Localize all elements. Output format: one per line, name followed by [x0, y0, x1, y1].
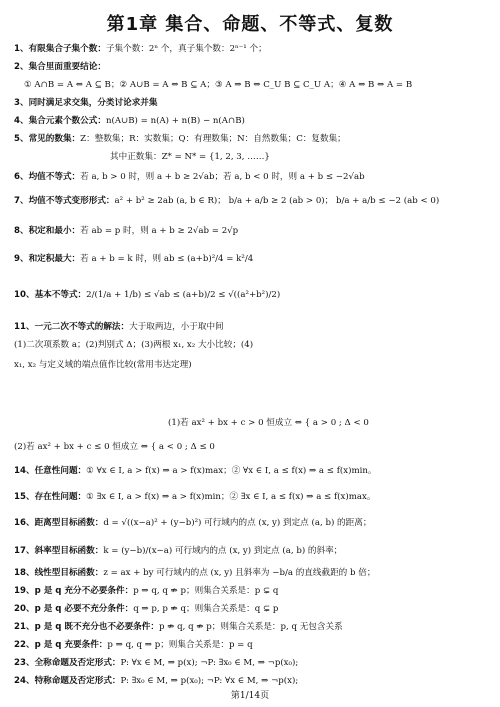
list-item: [14, 622, 492, 633]
item-body: ① ∃x ∈ I, a > f(x) ⇒ a > f(x)min；② ∃x ∈ I, a ≤ f(x) ⇒ a ≤ f(x)max。: [86, 492, 376, 502]
item-heading: 距离型目标函数：: [34, 518, 104, 528]
item-number: 2、: [14, 62, 29, 72]
item-heading: 基本不等式：: [34, 290, 87, 300]
item-body: 若 ab = p 时，则 a + b ≥ 2√ab = 2√p: [80, 226, 239, 236]
item-body: z = ax + by 可行域内的点 (x, y) 且斜率为 −b/a 的直线截距的 b 倍；: [103, 568, 376, 578]
item-heading: 斜率型目标函数：: [34, 546, 104, 556]
item-number: 5、: [14, 134, 29, 144]
item-number: 11、: [14, 322, 35, 332]
item-number: 19、: [14, 586, 35, 596]
item-body: k = (y−b)/(x−a) 可行域内的点 (x, y) 到定点 (a, b) 的斜率；: [103, 546, 343, 556]
item-heading: 集合里面重要结论：: [28, 62, 106, 72]
item-body: Z：整数集；R：实数集；Q：有理数集；N：自然数集；C：复数集；: [80, 134, 346, 144]
list-item: [14, 340, 492, 351]
item-number: 3、: [14, 98, 29, 108]
list-item: [14, 442, 492, 453]
item-body: q ⇒ p, p ⇏ q；则集合关系是：q ⊊ p: [133, 604, 279, 614]
item-number: 22、: [14, 640, 35, 650]
item-body: (1)若 ax² + bx + c > 0 恒成立 ⇔ { a > 0 ; Δ < 0: [168, 418, 369, 428]
item-heading: 线性型目标函数：: [34, 568, 104, 578]
item-body: 若 a + b = k 时，则 ab ≤ (a+b)²/4 = k²/4: [80, 254, 254, 264]
list-item: [14, 62, 492, 73]
list-item: [14, 322, 492, 333]
item-heading: 有限集合子集个数：: [28, 44, 106, 54]
list-item: [14, 134, 492, 145]
item-heading: 一元二次不等式的解法：: [34, 322, 130, 332]
item-number: 6、: [14, 172, 29, 182]
list-item: [14, 254, 492, 265]
item-body: (2)若 ax² + bx + c ≤ 0 恒成立 ⇔ { a < 0 ; Δ ≤ 0: [14, 442, 215, 452]
item-number: 16、: [14, 518, 35, 528]
item-body: P: ∃x₀ ∈ M, ⇒ p(x₀); ¬P: ∀x ∈ M, ⇒ ¬p(x);: [120, 676, 299, 686]
item-heading: p 是 q 充要条件：: [34, 640, 108, 650]
list-item: [14, 658, 492, 669]
list-item: [14, 44, 492, 55]
list-item: [14, 568, 492, 579]
list-item: [14, 546, 492, 557]
item-number: 1、: [14, 44, 29, 54]
list-item: [14, 360, 492, 371]
item-number: 17、: [14, 546, 35, 556]
item-number: 9、: [14, 254, 29, 264]
item-heading: p 是 q 充分不必要条件：: [34, 586, 134, 596]
list-item: [14, 172, 492, 183]
item-heading: 集合元素个数公式：: [28, 116, 106, 126]
item-body: p ⇏ q, q ⇏ p；则集合关系是：p, q 无包含关系: [158, 622, 343, 632]
item-heading: 特称命题及否定形式：: [34, 676, 121, 686]
item-body: 2/(1/a + 1/b) ≤ √ab ≤ (a+b)/2 ≤ √((a²+b²)/2): [86, 290, 281, 300]
page-number: 第1/14页: [230, 691, 270, 701]
list-item: [14, 586, 492, 597]
item-body: 若 a, b > 0 时，则 a + b ≥ 2√ab；若 a, b < 0 时，则 a + b ≤ −2√ab: [80, 172, 365, 182]
item-body: d = √((x−a)² + (y−b)²) 可行域内的点 (x, y) 到定点 (a, b) 的距离；: [103, 518, 372, 528]
item-body: p ⇒ q, q ⇏ p；则集合关系是：p ⊊ q: [133, 586, 279, 596]
list-item: [14, 290, 492, 301]
item-number: 10、: [14, 290, 35, 300]
item-body: 子集个数：2ⁿ 个，真子集个数：2ⁿ⁻¹ 个；: [105, 44, 267, 54]
item-number: 15、: [14, 492, 35, 502]
item-number: 14、: [14, 466, 35, 476]
item-number: 23、: [14, 658, 35, 668]
list-item: [24, 80, 500, 91]
item-body: 其中正数集：Z* = N* = {1, 2, 3, ……}: [110, 152, 270, 162]
list-item: [14, 640, 492, 651]
list-item: [14, 466, 492, 477]
list-item: [14, 226, 492, 237]
item-heading: 全称命题及否定形式：: [34, 658, 121, 668]
item-number: 7、: [14, 196, 29, 206]
list-item: [14, 676, 492, 687]
item-body: P: ∀x ∈ M, ⇒ p(x); ¬P: ∃x₀ ∈ M, ⇒ ¬p(x₀);: [120, 658, 299, 668]
list-item: [14, 604, 492, 615]
list-item: [168, 418, 500, 429]
item-number: 20、: [14, 604, 35, 614]
item-body: (1)二次项系数 a；(2)判别式 Δ；(3)两根 x₁, x₂ 大小比较；(4): [14, 340, 254, 350]
item-heading: p 是 q 必要不充分条件：: [34, 604, 134, 614]
item-number: 8、: [14, 226, 29, 236]
list-item: [14, 492, 492, 503]
item-heading: 和定积最大：: [28, 254, 81, 264]
item-body: ① A∩B = A ⇔ A ⊆ B；② A∪B = A ⇔ B ⊆ A；③ A ⇒ B ⇔ C_U B ⊆ C_U A；④ A ⇔ B ⇔ A = B: [24, 80, 413, 90]
item-number: 4、: [14, 116, 29, 126]
item-heading: 同时满足求交集，分类讨论求并集: [28, 98, 158, 108]
item-heading: 积定和最小：: [28, 226, 81, 236]
item-body: n(A∪B) = n(A) + n(B) − n(A∩B): [105, 116, 245, 126]
item-heading: 常见的数集：: [28, 134, 81, 144]
list-item: [14, 116, 492, 127]
list-item: [14, 196, 492, 207]
list-item: [110, 152, 500, 163]
item-body: 大于取两边，小于取中间: [129, 322, 224, 332]
item-body: a² + b² ≥ 2ab (a, b ∈ R)； b/a + a/b ≥ 2 (ab > 0)； b/a + a/b ≤ −2 (ab < 0): [114, 196, 440, 206]
item-number: 18、: [14, 568, 35, 578]
item-heading: 任意性问题：: [34, 466, 87, 476]
list-item: [14, 518, 492, 529]
item-heading: 均值不等式：: [28, 172, 81, 182]
list-item: [14, 98, 492, 109]
item-heading: p 是 q 既不充分也不必要条件：: [34, 622, 159, 632]
item-heading: 存在性问题：: [34, 492, 87, 502]
item-body: ① ∀x ∈ I, a > f(x) ⇒ a > f(x)max；② ∀x ∈ I, a ≤ f(x) ⇒ a ≤ f(x)min。: [86, 466, 377, 476]
item-heading: 均值不等式变形形式：: [28, 196, 115, 206]
item-body: p ⇒ q, q ⇒ p；则集合关系是：p = q: [107, 640, 253, 650]
item-number: 24、: [14, 676, 35, 686]
item-body: x₁, x₂ 与定义域的端点值作比较(常用韦达定理): [14, 360, 192, 370]
item-number: 21、: [14, 622, 35, 632]
page-title: 第1章 集合、命题、不等式、复数: [106, 14, 394, 35]
